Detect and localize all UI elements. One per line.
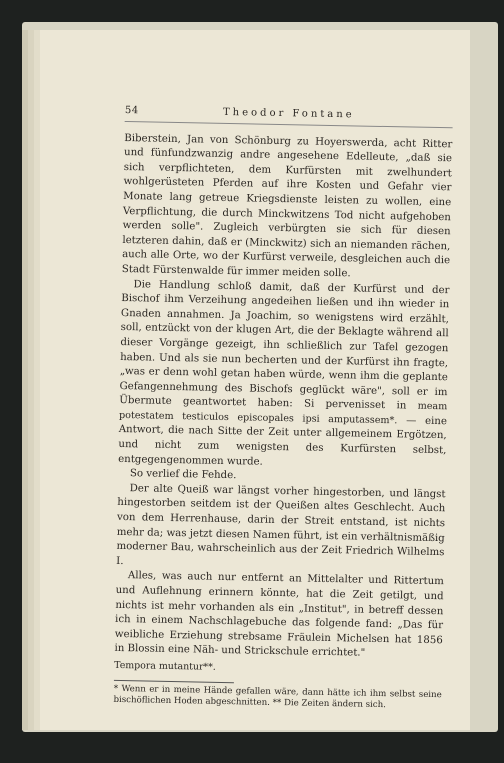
paragraph-1: Biberstein, Jan von Schönburg zu Hoyerswerda, acht Ritter und fünfundzwanzig andre angesehene Edelleute, „daß sie sich verpflichteten, dem Kurfürsten mit zwelhundert wohlgerüsteten Pferden auf ihre Kosten und Gefahr vier Monate lang getreue Kriegsdienste leisten zu wollen, eine Verpflichtung, die durch Minckwitzens Tod nicht aufgehoben werden solle". Zugleich verbürgten sie sich für diesen letzteren dahin, daß er (Minckwitz) sich an niemanden rächen, auch alle Orte, wo der Kurfürst verweile, desgleichen auch die Stadt Fürstenwalde für immer meiden solle.: [121, 132, 453, 280]
latin-quote: meam potestatem testiculos episcopales ipsi amputassem*.: [118, 400, 448, 427]
tempora-mutantur: Tempora mutantur**.: [114, 659, 216, 673]
header-spacer: [413, 119, 453, 120]
page-text-block: [113, 104, 452, 712]
paragraph-3: So verlief die Fehde.: [129, 468, 237, 482]
footnote-rule: [114, 679, 234, 682]
paragraph-2: [118, 277, 450, 473]
paragraph-2-continuation: — eine Antwort, die nach Sitte der Zeit unter allgemeinem Ergötzen, und nicht zum wenigsten des Kurfürsten selbst, entgegengenommen wurde.: [118, 415, 448, 468]
paragraph-2-text: Die Handlung schloß damit, daß der Kurfürst und der Bischof ihm Verzeihung angedeihen ließen und ihn wieder in Gnaden annahmen. Ja Joachim, so wenigstens wird erzählt, soll, entzückt von der klugen Art, die der Beklagte während all dieser Vorgänge gezeigt, ihn schließlich zur Tafel gezogen haben. Und als sie nun becherten und der Kurfürst ihn fragte, „was er denn wohl getan haben würde, wenn ihm die geplante Gefangennehmung des Bischofs geglückt wäre", soll er im Übermute geantwortet haben: Si pervenisset in: [119, 278, 450, 412]
running-title: Theodor Fontane: [222, 106, 355, 121]
paragraph-4: Der alte Queiß war längst vorher hingestorben, und längst hingestorben seitdem ist der Queißen altes Geschlecht. Auch von dem Herrenhause, darin der Streit entstand, ist nichts mehr da; was jetzt diesen Namen führt, ist ein verhältnismäßig moderner Bau, wahrscheinlich aus der Zeit Friedrich Wilhelms I.: [116, 483, 446, 567]
footnotes: * Wenn er in meine Hände gefallen wäre, dann hätte ich ihm selbst seine bischöflichen Hoden abgeschnitten. ** Die Zeiten ändern sich.: [113, 683, 442, 710]
paragraph-5: Alles, was auch nur entfernt an Mittelalter und Rittertum und Auflehnung erinnern könnte, hat die Zeit getilgt, und nichts ist mehr vorhanden als ein „Institut", in betreff dessen ich in einem Nachschlagebuche das folgende fand: „Das für weibliche Erziehung strebsame Fräulein Michelsen hat 1856 in Blossin eine Näh- und Strickschule errichtet.": [114, 570, 444, 660]
page-number: 54: [124, 104, 139, 117]
